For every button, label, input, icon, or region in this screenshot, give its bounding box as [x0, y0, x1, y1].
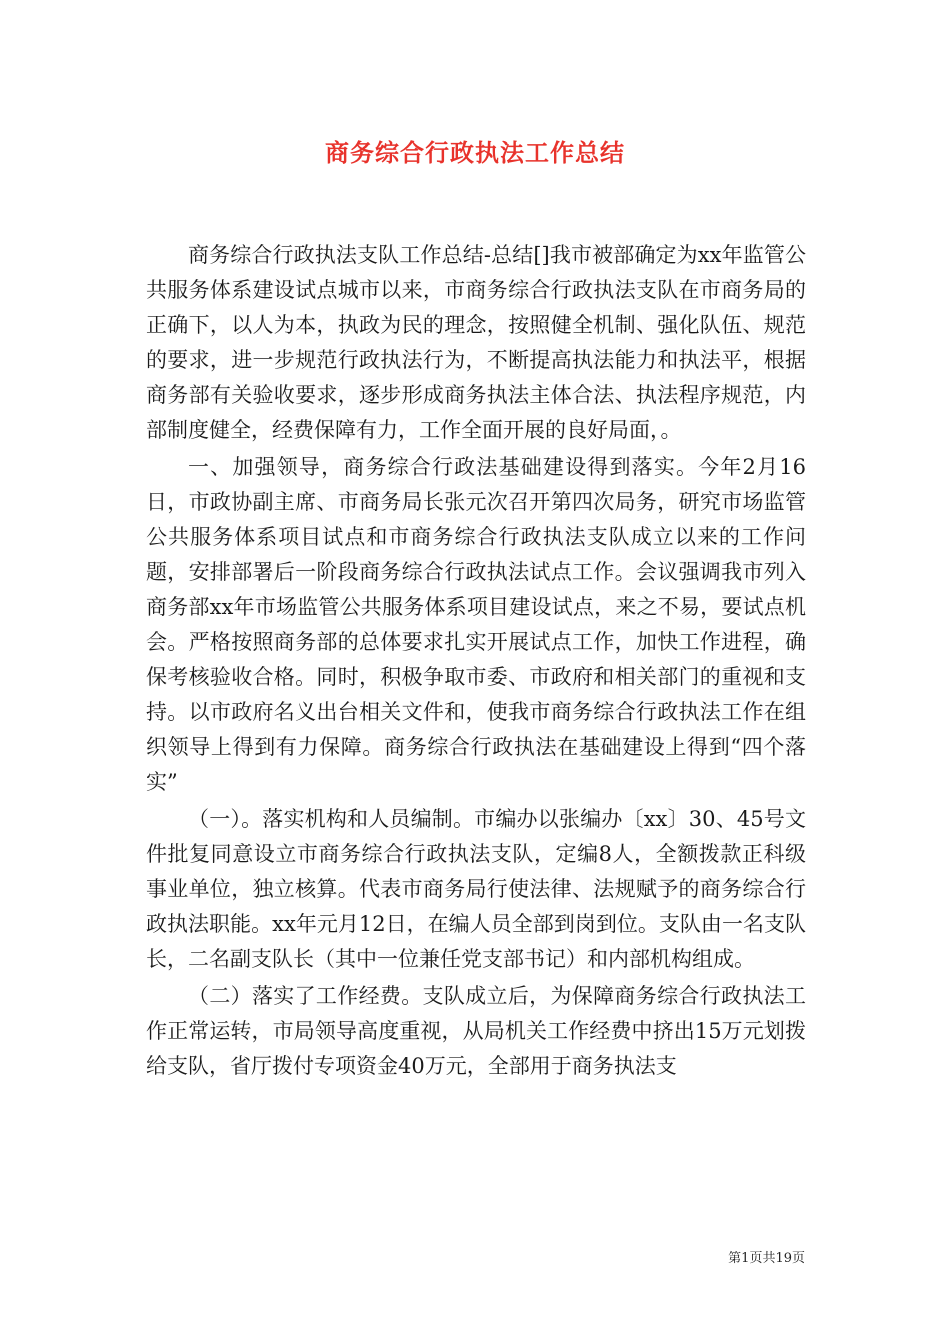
paragraph-section-one: 一、加强领导，商务综合行政法基础建设得到落实。今年2月16日，市政协副主席、市商务局长张元次召开第四次局务，研究市场监管公共服务体系项目试点和市商务综合行政执法支队成立以来的工作问题，安排部署后一阶段商务综合行政执法试点工作。会议强调我市列入商务部xx年市场监管公共服务体系项目建设试点，来之不易，要试点机会。严格按照商务部的总体要求扎实开展试点工作，加快工作进程，确保考核验收合格。同时，积极争取市委、市政府和相关部门的重视和支持。以市政府名义出台相关文件和，使我市商务综合行政执法工作在组织领导上得到有力保障。商务综合行政执法在基础建设上得到“四个落实” — [146, 455, 806, 794]
document-title: 商务综合行政执法工作总结 — [325, 138, 625, 167]
paragraph-item-one: （一）。落实机构和人员编制。市编办以张编办〔xx〕30、45号文件批复同意设立市商务综合行政执法支队，定编8人，全额拨款正科级事业单位，独立核算。代表市商务局行使法律、法规赋予的商务综合行政执法职能。xx年元月12日，在编人员全部到岗到位。支队由一名支队长，二名副支队长（其中一位兼任党支部书记）和内部机构组成。 — [146, 807, 806, 971]
document-body — [146, 238, 806, 1084]
page-number-footer: 第1页共19页 — [728, 1251, 805, 1266]
paragraph-intro: 商务综合行政执法支队工作总结-总结[]我市被部确定为xx年监管公共服务体系建设试点城市以来，市商务综合行政执法支队在市商务局的正确下，以人为本，执政为民的理念，按照健全机制、强化队伍、规范的要求，进一步规范行政执法行为，不断提高执法能力和执法平，根据商务部有关验收要求，逐步形成商务执法主体合法、执法程序规范，内部制度健全，经费保障有力，工作全面开展的良好局面，。 — [146, 243, 806, 442]
paragraph-item-two: （二）落实了工作经费。支队成立后，为保障商务综合行政执法工作正常运转，市局领导高度重视，从局机关工作经费中挤出15万元划拨给支队，省厅拨付专项资金40万元，全部用于商务执法支 — [146, 984, 806, 1078]
